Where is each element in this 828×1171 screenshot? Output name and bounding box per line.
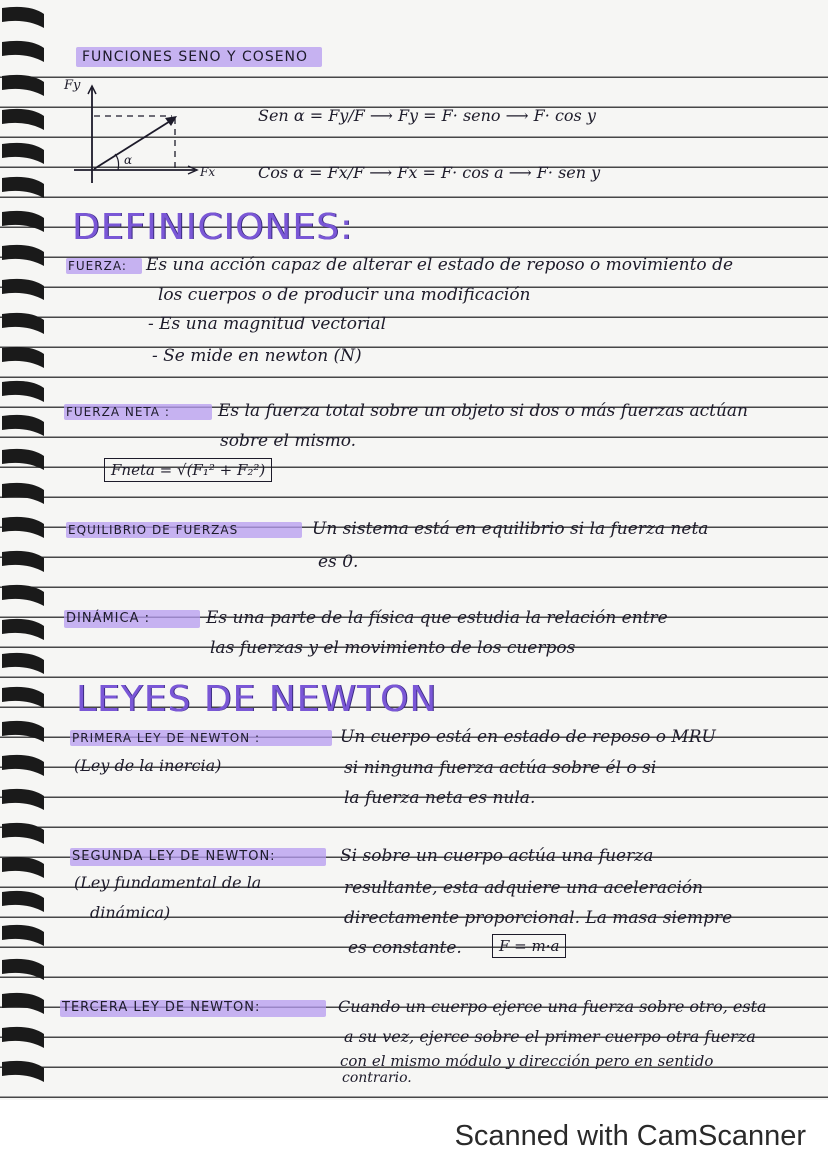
fuerza-neta-text-1: Es la fuerza total sobre un objeto si dos o más fuerzas actúan bbox=[218, 401, 748, 421]
primera-ley-text-2: si ninguna fuerza actúa sobre él o si bbox=[344, 758, 657, 778]
scanner-footer bbox=[0, 1100, 828, 1171]
definitions-heading: DEFINICIONES: bbox=[72, 207, 354, 248]
fuerza-text-4: - Se mide en newton (N) bbox=[152, 346, 362, 366]
dinamica-text-2: las fuerzas y el movimiento de los cuerpos bbox=[210, 638, 576, 658]
segunda-ley-label: SEGUNDA LEY DE NEWTON: bbox=[72, 849, 276, 864]
axis-x-label: Fx bbox=[200, 165, 216, 179]
equilibrio-text-1: Un sistema está en equilibrio si la fuerza neta bbox=[312, 519, 709, 539]
segunda-ley-text-4: es constante. bbox=[348, 938, 462, 958]
spiral-coil bbox=[2, 891, 44, 912]
sine-equation: Sen α = Fy/F ⟶ Fy = F· seno ⟶ F· cos y bbox=[258, 106, 596, 125]
spiral-coil bbox=[2, 993, 44, 1014]
fuerza-neta-label: FUERZA NETA : bbox=[66, 405, 170, 419]
spiral-coil bbox=[2, 1027, 44, 1048]
equilibrio-text-2: es 0. bbox=[318, 552, 359, 572]
segunda-ley-text-3: directamente proporcional. La masa siempre bbox=[344, 908, 733, 928]
tercera-ley-text-3: con el mismo módulo y dirección pero en sentido bbox=[340, 1052, 714, 1070]
spiral-coil bbox=[2, 687, 44, 708]
spiral-coil bbox=[2, 925, 44, 946]
fuerza-text-1: Es una acción capaz de alterar el estado de reposo o movimiento de bbox=[146, 255, 734, 275]
spiral-coil bbox=[2, 755, 44, 776]
spiral-coil bbox=[2, 41, 44, 62]
spiral-coil bbox=[2, 415, 44, 436]
spiral-coil bbox=[2, 313, 44, 334]
tercera-ley-text-1: Cuando un cuerpo ejerce una fuerza sobre otro, esta bbox=[338, 997, 767, 1016]
segunda-ley-sub-2: dinámica) bbox=[90, 903, 171, 922]
primera-ley-text-1: Un cuerpo está en estado de reposo o MRU bbox=[340, 727, 716, 747]
fuerza-neta-text-2: sobre el mismo. bbox=[220, 431, 357, 451]
spiral-coil bbox=[2, 279, 44, 300]
spiral-coil bbox=[2, 483, 44, 504]
equilibrio-label: EQUILIBRIO DE FUERZAS bbox=[68, 523, 239, 537]
second-law-formula: F = m·a bbox=[492, 934, 566, 958]
angle-label: α bbox=[124, 153, 133, 167]
fuerza-text-3: - Es una magnitud vectorial bbox=[148, 314, 387, 334]
spiral-coil bbox=[2, 653, 44, 674]
spiral-binding-icon bbox=[0, 0, 52, 1100]
tercera-ley-text-4: contrario. bbox=[342, 1070, 412, 1086]
dinamica-text-1: Es una parte de la física que estudia la relación entre bbox=[206, 608, 668, 628]
spiral-coil bbox=[2, 211, 44, 232]
spiral-coil bbox=[2, 347, 44, 368]
fuerza-label: FUERZA: bbox=[68, 259, 127, 273]
cosine-equation: Cos α = Fx/F ⟶ Fx = F· cos a ⟶ F· sen y bbox=[258, 163, 601, 182]
spiral-coil bbox=[2, 517, 44, 538]
spiral-coil bbox=[2, 75, 44, 96]
tercera-ley-text-2: a su vez, ejerce sobre el primer cuerpo otra fuerza bbox=[344, 1027, 756, 1046]
page-title: FUNCIONES SENO Y COSENO bbox=[82, 49, 309, 65]
spiral-coil bbox=[2, 245, 44, 266]
tercera-ley-label: TERCERA LEY DE NEWTON: bbox=[62, 1000, 261, 1015]
primera-ley-label: PRIMERA LEY DE NEWTON : bbox=[72, 731, 261, 745]
segunda-ley-text-1: Si sobre un cuerpo actúa una fuerza bbox=[340, 846, 654, 866]
spiral-coil bbox=[2, 143, 44, 164]
spiral-coil bbox=[2, 7, 44, 28]
primera-ley-text-3: la fuerza neta es nula. bbox=[344, 788, 536, 808]
newton-laws-heading: LEYES DE NEWTON bbox=[76, 679, 438, 720]
fuerza-text-2: los cuerpos o de producir una modificación bbox=[158, 285, 531, 305]
axis-y-label: Fy bbox=[64, 78, 81, 93]
dinamica-label: DINÁMICA : bbox=[66, 611, 150, 626]
spiral-coil bbox=[2, 1061, 44, 1082]
primera-ley-sub: (Ley de la inercia) bbox=[74, 756, 222, 775]
spiral-coil bbox=[2, 959, 44, 980]
spiral-coil bbox=[2, 823, 44, 844]
spiral-coil bbox=[2, 619, 44, 640]
spiral-coil bbox=[2, 551, 44, 572]
spiral-coil bbox=[2, 449, 44, 470]
net-force-formula: Fneta = √(F₁² + F₂²) bbox=[104, 458, 272, 482]
segunda-ley-sub-1: (Ley fundamental de la bbox=[74, 873, 262, 892]
spiral-coil bbox=[2, 789, 44, 810]
spiral-coil bbox=[2, 857, 44, 878]
spiral-coil bbox=[2, 381, 44, 402]
spiral-coil bbox=[2, 585, 44, 606]
camscanner-watermark: Scanned with CamScanner bbox=[454, 1120, 806, 1152]
segunda-ley-text-2: resultante, esta adquiere una aceleración bbox=[344, 878, 704, 898]
spiral-coil bbox=[2, 721, 44, 742]
spiral-coil bbox=[2, 109, 44, 130]
spiral-coil bbox=[2, 177, 44, 198]
